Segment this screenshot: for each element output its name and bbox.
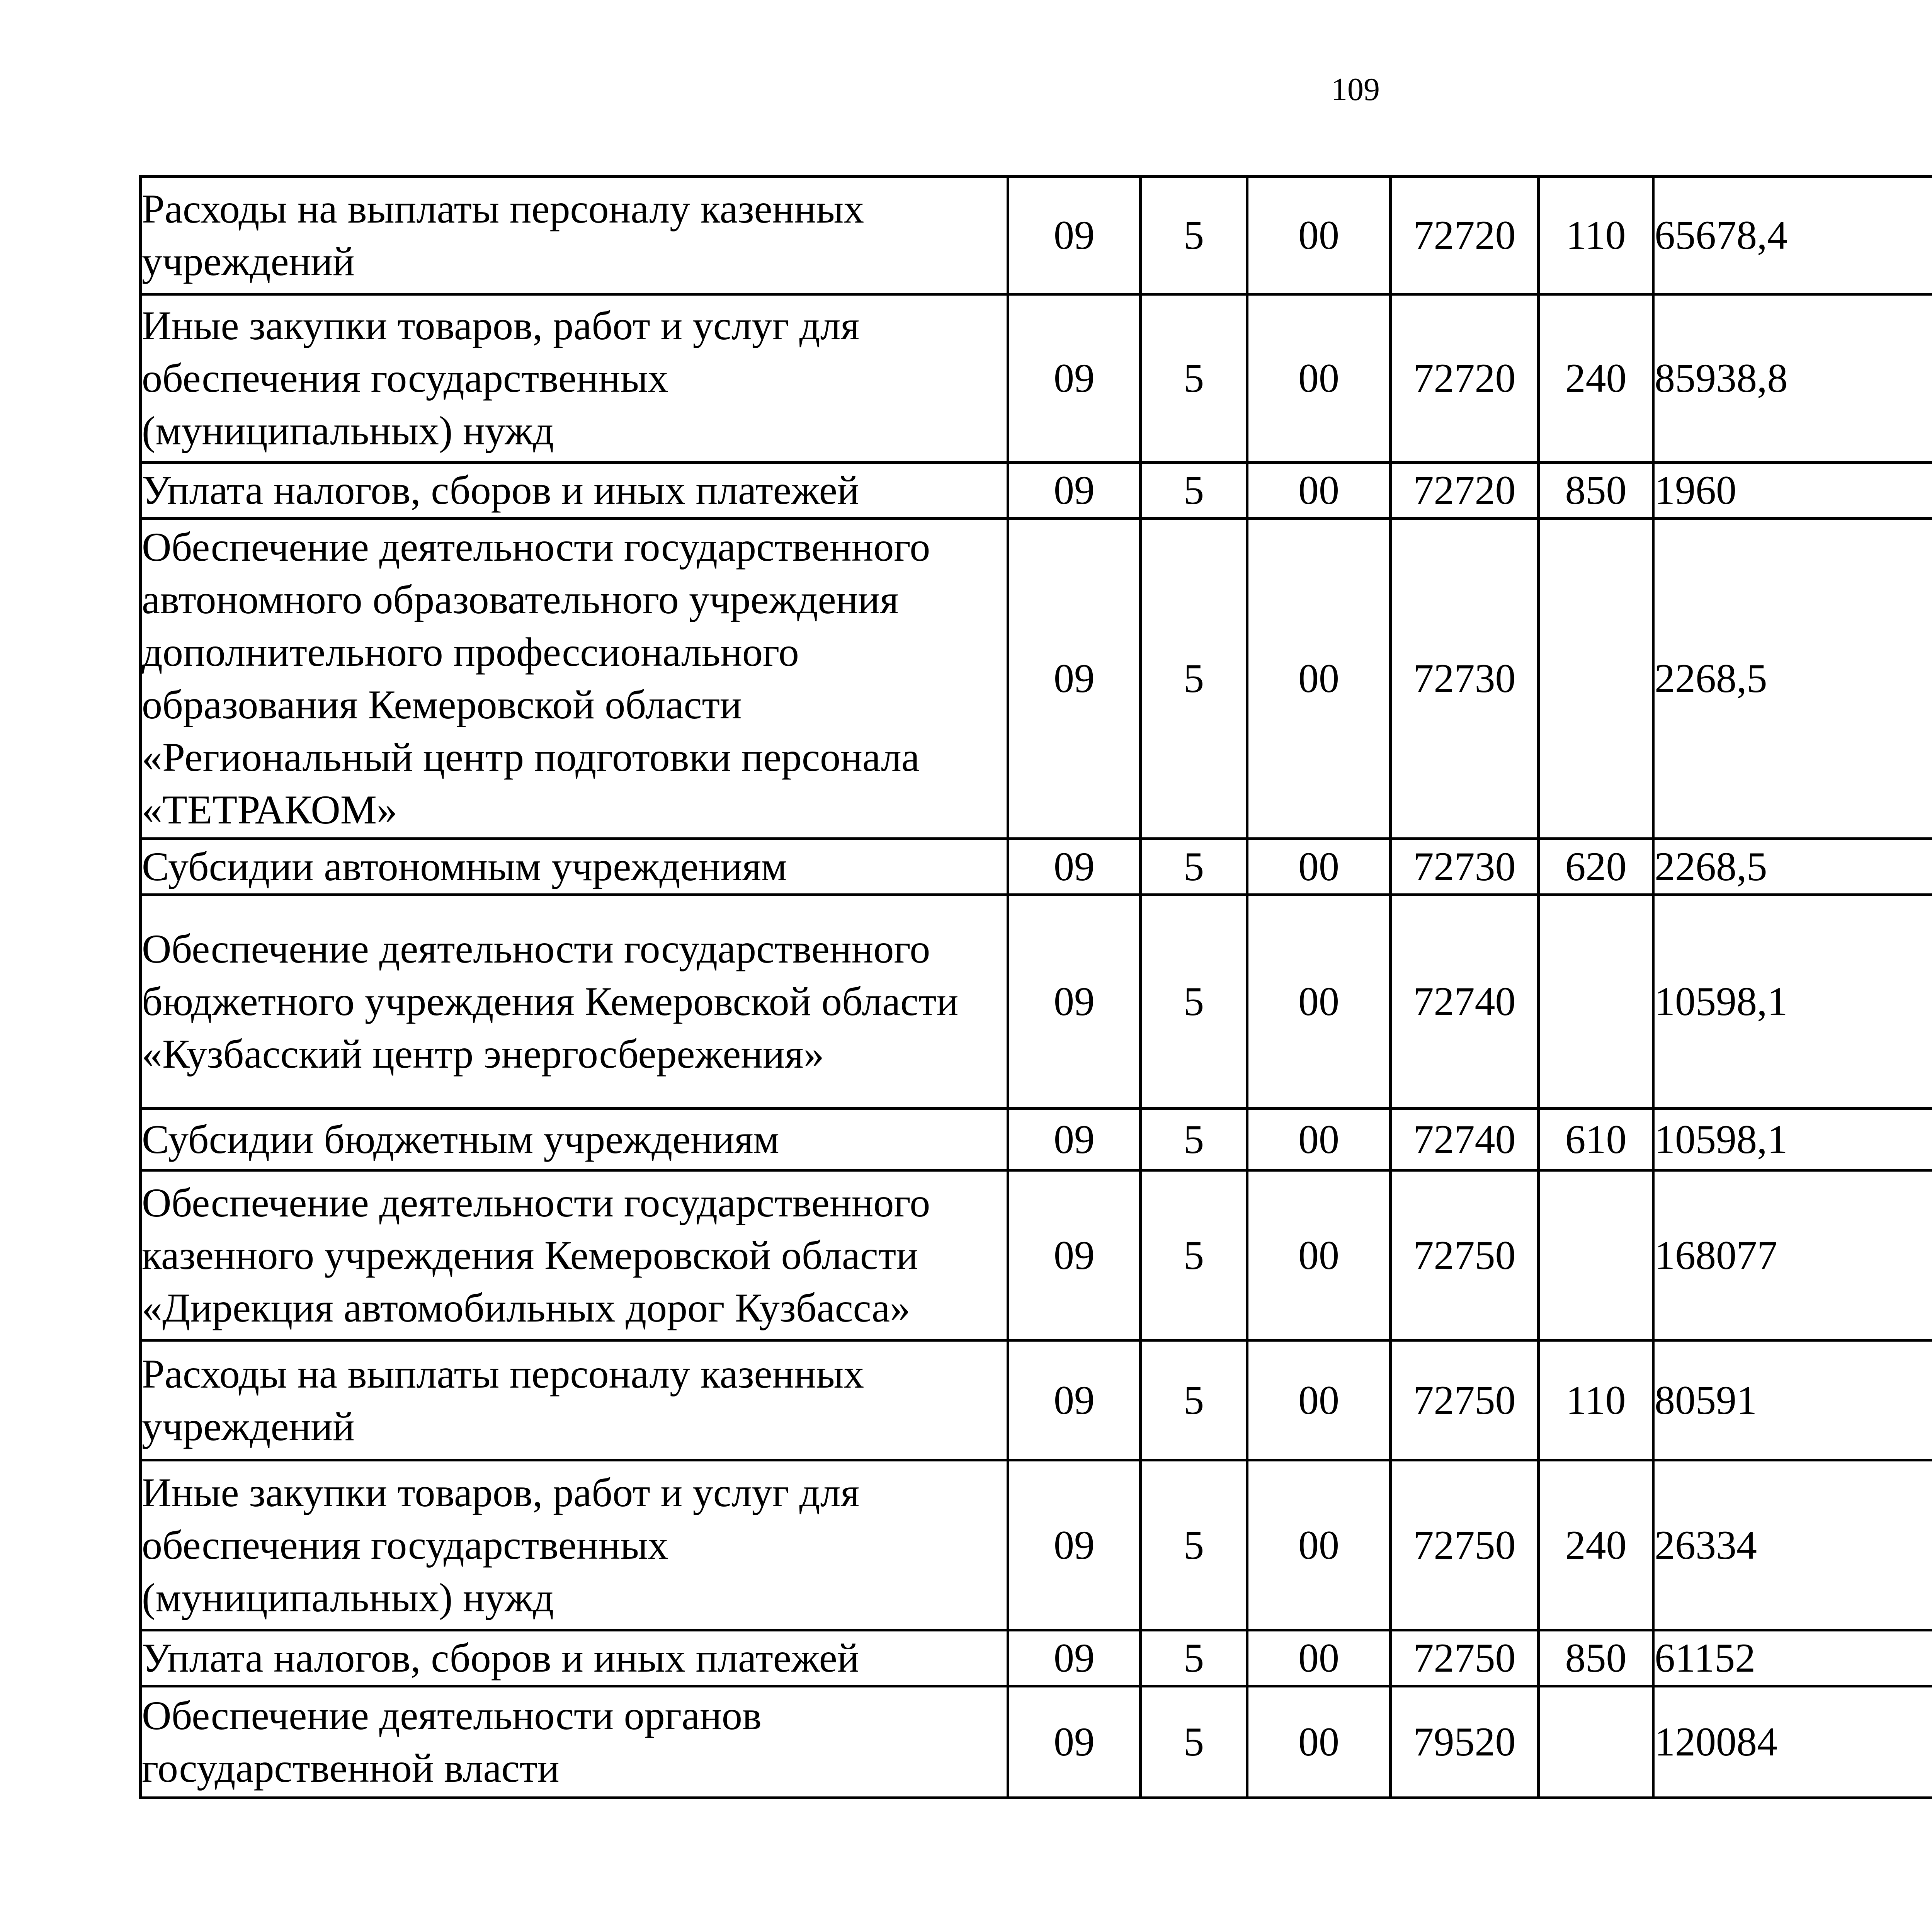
code-program: 5 xyxy=(1141,1340,1247,1460)
table-row xyxy=(141,1686,1932,1798)
row-description: Уплата налогов, сборов и иных платежей xyxy=(141,1630,1008,1686)
code-subprogram: 00 xyxy=(1247,839,1391,895)
amount-year-1: 61152 xyxy=(1653,1630,1932,1686)
row-description: Расходы на выплаты персоналу казенных учреждений xyxy=(141,177,1008,294)
code-program: 5 xyxy=(1141,1109,1247,1170)
code-direction: 72720 xyxy=(1391,294,1539,463)
table-row xyxy=(141,294,1932,463)
row-description: Иные закупки товаров, работ и услуг для обеспечения государственных (муниципальных) нужд xyxy=(141,294,1008,463)
code-subprogram: 00 xyxy=(1247,519,1391,839)
amount-year-1: 1960 xyxy=(1653,463,1932,519)
code-program: 5 xyxy=(1141,1686,1247,1798)
code-expense-type: 240 xyxy=(1539,294,1653,463)
table-row xyxy=(141,463,1932,519)
code-program: 5 xyxy=(1141,1630,1247,1686)
amount-year-1: 85938,8 xyxy=(1653,294,1932,463)
code-program: 5 xyxy=(1141,177,1247,294)
code-subprogram: 00 xyxy=(1247,463,1391,519)
code-chapter: 09 xyxy=(1008,177,1141,294)
code-expense-type: 850 xyxy=(1539,463,1653,519)
row-description: Обеспечение деятельности органов государственной власти xyxy=(141,1686,1008,1798)
budget-table-body xyxy=(141,177,1932,1798)
code-chapter: 09 xyxy=(1008,839,1141,895)
code-subprogram: 00 xyxy=(1247,177,1391,294)
code-expense-type: 610 xyxy=(1539,1109,1653,1170)
code-subprogram: 00 xyxy=(1247,1170,1391,1340)
code-expense-type xyxy=(1539,1170,1653,1340)
amount-year-1: 2268,5 xyxy=(1653,519,1932,839)
amount-year-1: 10598,1 xyxy=(1653,895,1932,1109)
table-row xyxy=(141,177,1932,294)
row-description: Расходы на выплаты персоналу казенных учреждений xyxy=(141,1340,1008,1460)
code-direction: 72740 xyxy=(1391,895,1539,1109)
table-row xyxy=(141,1630,1932,1686)
row-description: Уплата налогов, сборов и иных платежей xyxy=(141,463,1008,519)
table-row xyxy=(141,519,1932,839)
amount-year-1: 2268,5 xyxy=(1653,839,1932,895)
code-expense-type: 850 xyxy=(1539,1630,1653,1686)
row-description: Иные закупки товаров, работ и услуг для обеспечения государственных (муниципальных) нужд xyxy=(141,1460,1008,1630)
code-program: 5 xyxy=(1141,1170,1247,1340)
amount-year-1: 26334 xyxy=(1653,1460,1932,1630)
code-direction: 72730 xyxy=(1391,839,1539,895)
code-subprogram: 00 xyxy=(1247,1460,1391,1630)
amount-year-1: 120084 xyxy=(1653,1686,1932,1798)
code-program: 5 xyxy=(1141,839,1247,895)
code-direction: 72750 xyxy=(1391,1340,1539,1460)
code-direction: 72750 xyxy=(1391,1170,1539,1340)
code-subprogram: 00 xyxy=(1247,1686,1391,1798)
code-program: 5 xyxy=(1141,895,1247,1109)
table-row xyxy=(141,839,1932,895)
code-expense-type xyxy=(1539,895,1653,1109)
amount-year-1: 80591 xyxy=(1653,1340,1932,1460)
row-description: Субсидии бюджетным учреждениям xyxy=(141,1109,1008,1170)
code-expense-type: 620 xyxy=(1539,839,1653,895)
code-program: 5 xyxy=(1141,463,1247,519)
row-description: Обеспечение деятельности государственного бюджетного учреждения Кемеровской области «Кузбасский центр энергосбережения» xyxy=(141,895,1008,1109)
code-subprogram: 00 xyxy=(1247,294,1391,463)
row-description: Субсидии автономным учреждениям xyxy=(141,839,1008,895)
code-direction: 72750 xyxy=(1391,1630,1539,1686)
code-direction: 72720 xyxy=(1391,177,1539,294)
table-row xyxy=(141,895,1932,1109)
code-subprogram: 00 xyxy=(1247,1109,1391,1170)
code-direction: 72750 xyxy=(1391,1460,1539,1630)
budget-table xyxy=(139,175,1932,1799)
code-program: 5 xyxy=(1141,519,1247,839)
table-row xyxy=(141,1460,1932,1630)
code-subprogram: 00 xyxy=(1247,1630,1391,1686)
code-direction: 72740 xyxy=(1391,1109,1539,1170)
code-expense-type: 240 xyxy=(1539,1460,1653,1630)
row-description: Обеспечение деятельности государственного автономного образовательного учреждения дополнительного профессионального образования Кемеровской области «Региональный центр подготовки персонала «ТЕТРАКОМ» xyxy=(141,519,1008,839)
amount-year-1: 10598,1 xyxy=(1653,1109,1932,1170)
code-chapter: 09 xyxy=(1008,519,1141,839)
code-program: 5 xyxy=(1141,1460,1247,1630)
code-chapter: 09 xyxy=(1008,1686,1141,1798)
code-chapter: 09 xyxy=(1008,895,1141,1109)
code-direction: 79520 xyxy=(1391,1686,1539,1798)
code-subprogram: 00 xyxy=(1247,1340,1391,1460)
amount-year-1: 65678,4 xyxy=(1653,177,1932,294)
amount-year-1: 168077 xyxy=(1653,1170,1932,1340)
code-chapter: 09 xyxy=(1008,1460,1141,1630)
code-chapter: 09 xyxy=(1008,1109,1141,1170)
code-chapter: 09 xyxy=(1008,463,1141,519)
code-expense-type xyxy=(1539,519,1653,839)
table-row xyxy=(141,1170,1932,1340)
row-description: Обеспечение деятельности государственного казенного учреждения Кемеровской области «Дирекция автомобильных дорог Кузбасса» xyxy=(141,1170,1008,1340)
table-row xyxy=(141,1109,1932,1170)
code-direction: 72730 xyxy=(1391,519,1539,839)
code-chapter: 09 xyxy=(1008,1340,1141,1460)
code-chapter: 09 xyxy=(1008,294,1141,463)
code-program: 5 xyxy=(1141,294,1247,463)
code-subprogram: 00 xyxy=(1247,895,1391,1109)
code-chapter: 09 xyxy=(1008,1170,1141,1340)
page-number: 109 xyxy=(1331,71,1380,107)
code-expense-type: 110 xyxy=(1539,177,1653,294)
code-expense-type xyxy=(1539,1686,1653,1798)
code-direction: 72720 xyxy=(1391,463,1539,519)
code-chapter: 09 xyxy=(1008,1630,1141,1686)
code-expense-type: 110 xyxy=(1539,1340,1653,1460)
table-row xyxy=(141,1340,1932,1460)
